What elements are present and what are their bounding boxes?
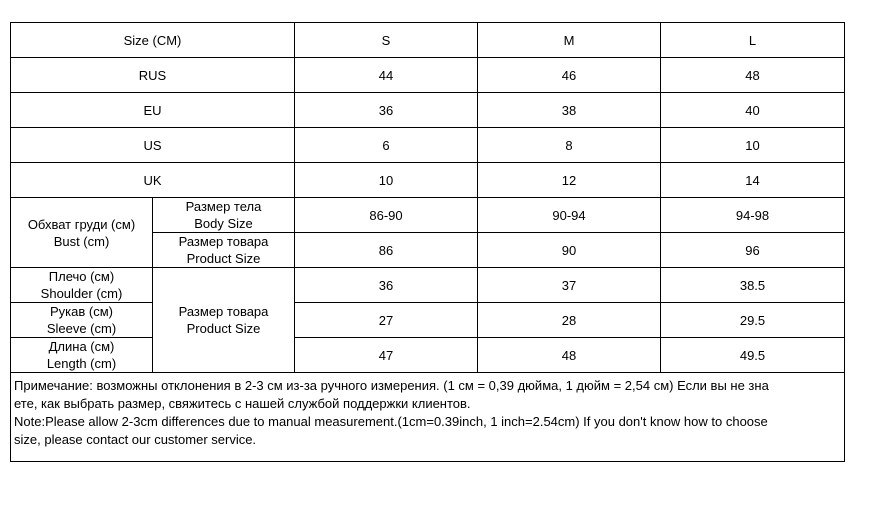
bust-label-ru: Обхват груди (см): [27, 216, 136, 232]
size-chart-table: [10, 22, 845, 462]
note-line: Примечание: возможны отклонения в 2-3 см из-за ручного измерения. (1 см = 0,39 дюйма, 1 дюйм = 2,54 см) Если вы не зна: [14, 378, 769, 393]
table-row-length: [11, 338, 845, 373]
product-size-label-en: Product Size: [186, 251, 261, 266]
table-row-shoulder: [11, 268, 845, 303]
table-cell: 12: [478, 163, 661, 198]
table-cell: 48: [661, 58, 845, 93]
shoulder-label-en: Shoulder (cm): [40, 286, 123, 301]
header-size-s: S: [295, 23, 478, 58]
body-size-label: [153, 198, 295, 233]
table-cell: 37: [478, 268, 661, 303]
row-label: RUS: [11, 58, 295, 93]
sleeve-label-en: Sleeve (cm): [46, 321, 117, 336]
table-cell: 6: [295, 128, 478, 163]
note-line: ете, как выбрать размер, свяжитесь с нашей службой поддержки клиентов.: [14, 396, 471, 411]
body-size-label-ru: Размер тела: [185, 199, 262, 214]
table-cell: 90: [478, 233, 661, 268]
row-label: UK: [11, 163, 295, 198]
table-cell: 38: [478, 93, 661, 128]
header-size-label: Size (CM): [11, 23, 295, 58]
row-label: EU: [11, 93, 295, 128]
note-line: size, please contact our customer service.: [14, 432, 257, 447]
body-size-label-en: Body Size: [194, 216, 253, 231]
table-row-bust-body: [11, 198, 845, 233]
table-cell: 47: [295, 338, 478, 373]
table-cell: 86: [295, 233, 478, 268]
table-cell: 36: [295, 268, 478, 303]
table-row-eu: [11, 93, 845, 128]
length-label-en: Length (cm): [46, 356, 117, 371]
length-label-ru: Длина (см): [48, 339, 115, 354]
table-cell: 36: [295, 93, 478, 128]
table-cell: 10: [295, 163, 478, 198]
product-group-label-ru: Размер товара: [178, 304, 269, 319]
table-cell: 90-94: [478, 198, 661, 233]
table-row-uk: [11, 163, 845, 198]
product-size-group-label: [153, 268, 295, 373]
table-row-rus: [11, 58, 845, 93]
shoulder-label-ru: Плечо (см): [48, 269, 115, 284]
header-size-l: L: [661, 23, 845, 58]
table-cell: 46: [478, 58, 661, 93]
table-cell: 10: [661, 128, 845, 163]
row-label: US: [11, 128, 295, 163]
table-cell: 28: [478, 303, 661, 338]
table-cell: 86-90: [295, 198, 478, 233]
table-row-sleeve: [11, 303, 845, 338]
table-cell: 40: [661, 93, 845, 128]
table-cell: 94-98: [661, 198, 845, 233]
product-size-label: [153, 233, 295, 268]
length-label: [11, 338, 153, 373]
table-cell: 44: [295, 58, 478, 93]
note-line: Note:Please allow 2-3cm differences due to manual measurement.(1cm=0.39inch, 1 inch=2.54cm) If you don't know how to choose: [14, 414, 768, 429]
header-size-m: M: [478, 23, 661, 58]
product-size-label-ru: Размер товара: [178, 234, 269, 249]
measurement-note: [11, 373, 845, 462]
sleeve-label-ru: Рукав (см): [50, 304, 113, 319]
table-row-note: [11, 373, 845, 462]
table-cell: 8: [478, 128, 661, 163]
table-cell: 29.5: [661, 303, 845, 338]
table-cell: 49.5: [661, 338, 845, 373]
table-cell: 48: [478, 338, 661, 373]
bust-label: [11, 198, 153, 268]
table-cell: 96: [661, 233, 845, 268]
shoulder-label: [11, 268, 153, 303]
table-cell: 38.5: [661, 268, 845, 303]
table-row-us: [11, 128, 845, 163]
table-cell: 14: [661, 163, 845, 198]
table-cell: 27: [295, 303, 478, 338]
sleeve-label: [11, 303, 153, 338]
bust-label-en: Bust (cm): [53, 233, 110, 249]
product-group-label-en: Product Size: [186, 321, 261, 336]
table-row-header: [11, 23, 845, 58]
